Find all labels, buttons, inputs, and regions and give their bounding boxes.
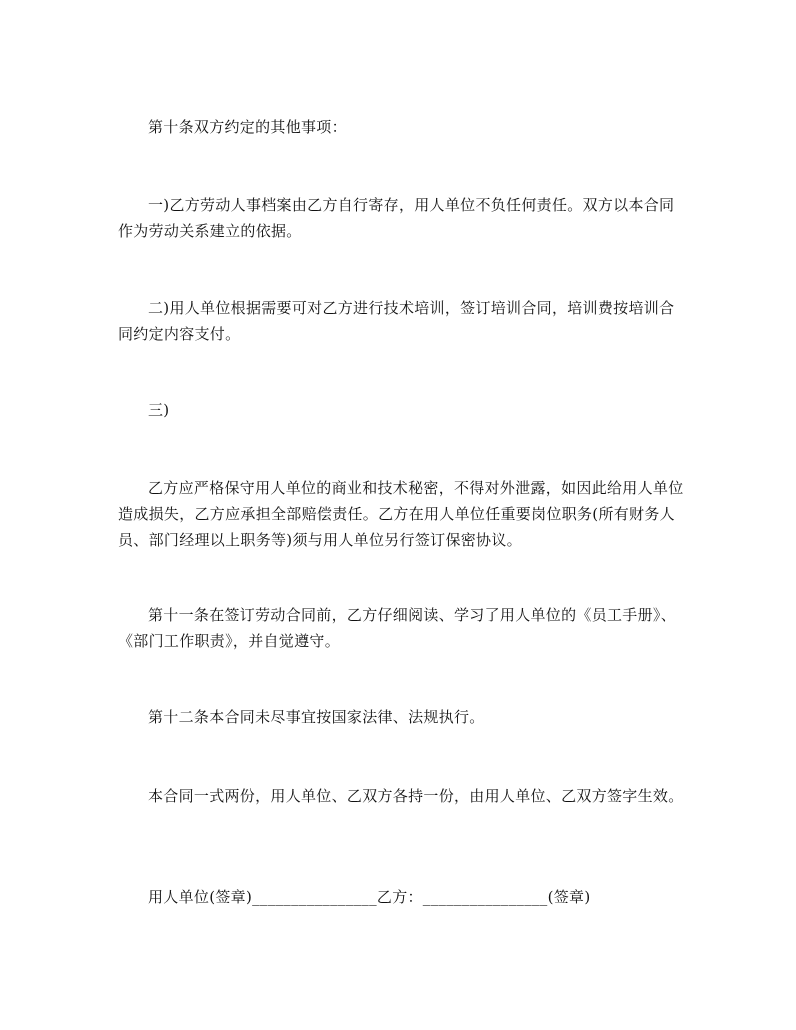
article-10-heading: 第十条双方约定的其他事项：	[148, 118, 347, 136]
article-12-paragraph: 第十二条本合同未尽事宜按国家法律、法规执行。	[148, 708, 485, 726]
item-2-paragraph: 二)用人单位根据需要可对乙方进行技术培训，签订培训合同，培训费按培训合同约定内容支付。	[118, 299, 675, 343]
item-3-paragraph: 乙方应严格保守用人单位的商业和技术秘密，不得对外泄露，如因此给用人单位造成损失，乙方应承担全部赔偿责任。乙方在用人单位任重要岗位职务(所有财务人员、部门经理以上职务等)须与用人单位另行签订保密协议。	[118, 479, 684, 549]
item-1-paragraph: 一)乙方劳动人事档案由乙方自行寄存，用人单位不负任何责任。双方以本合同作为劳动关系建立的依据。	[118, 196, 675, 240]
article-11-paragraph: 第十一条在签订劳动合同前，乙方仔细阅读、学习了用人单位的《员工手册》、《部门工作职责》，并自觉遵守。	[118, 606, 677, 650]
signature-line: 用人单位(签章)________________乙方：________________(签章)	[148, 888, 591, 906]
copies-paragraph: 本合同一式两份，用人单位、乙双方各持一份，由用人单位、乙双方签字生效。	[148, 787, 684, 805]
item-3-label: 三)	[148, 401, 170, 419]
